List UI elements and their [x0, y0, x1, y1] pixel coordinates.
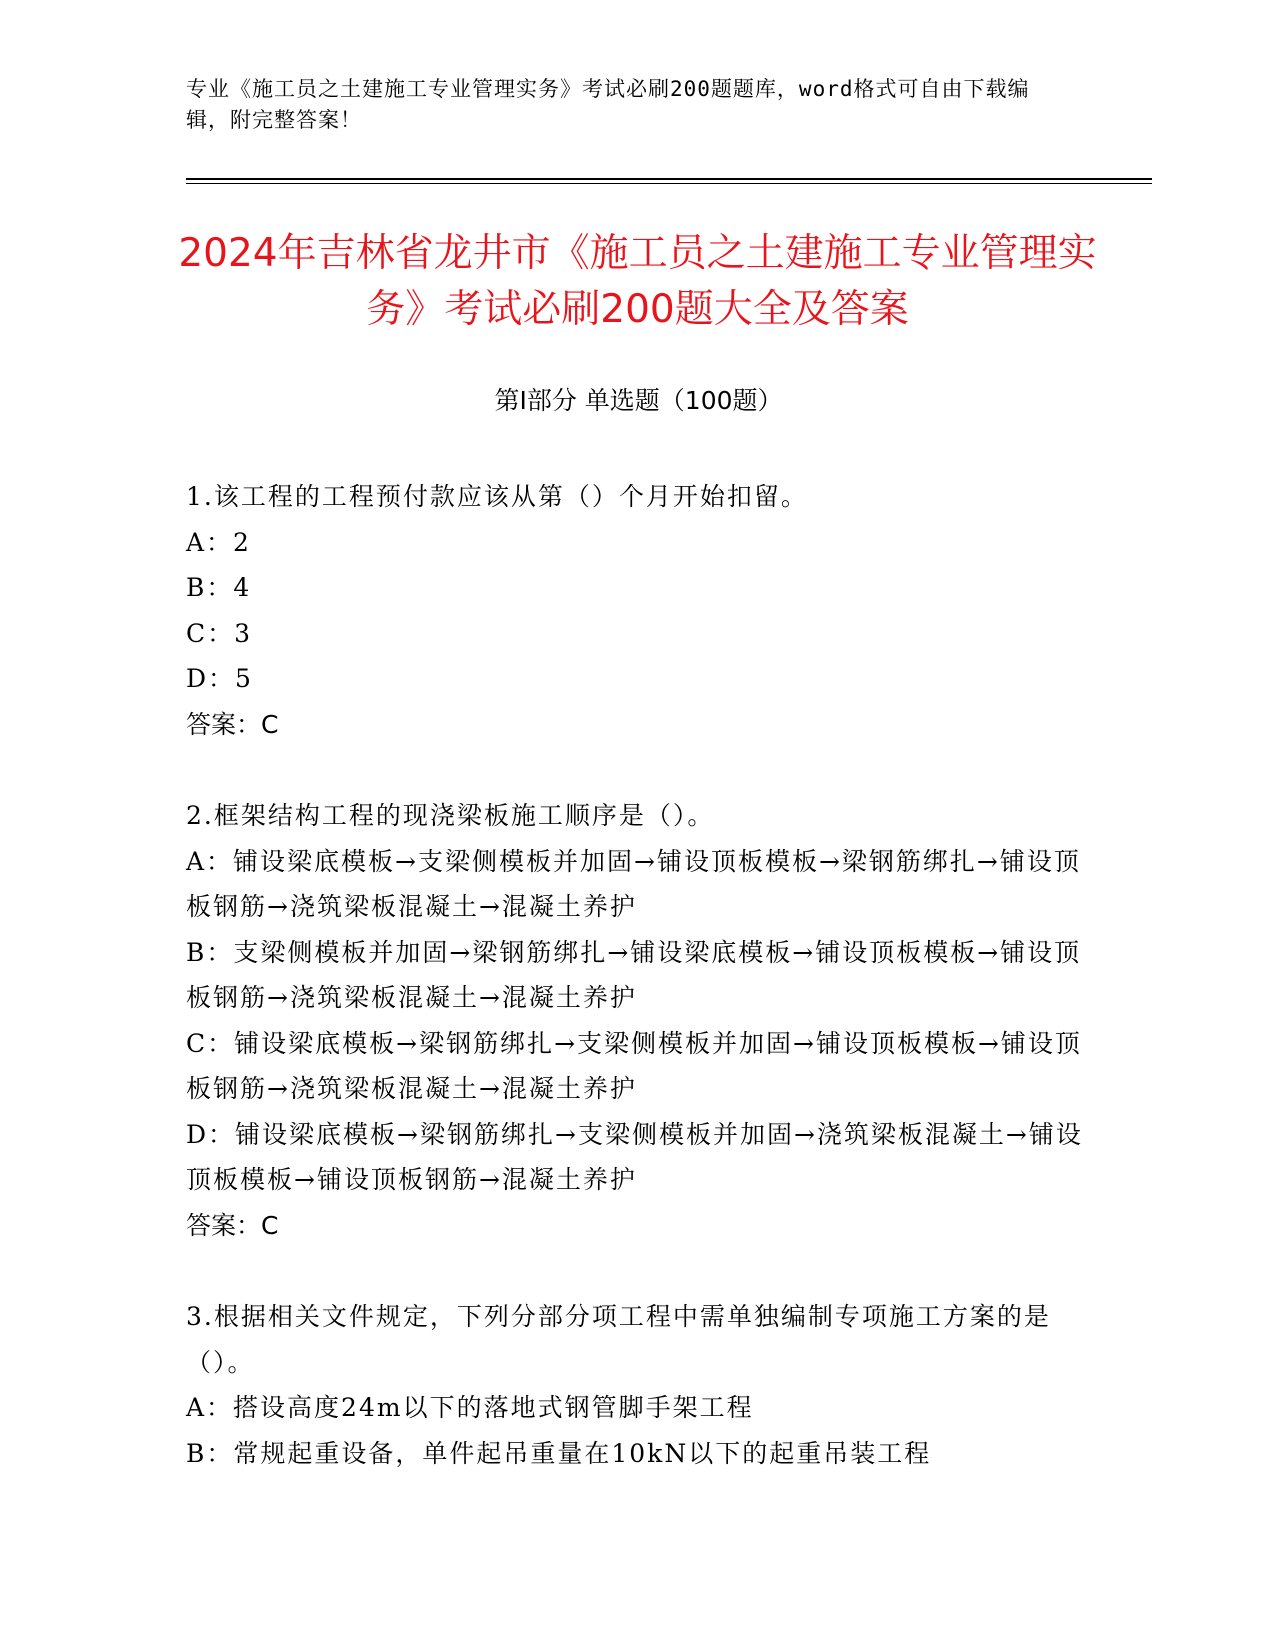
question-list: [186, 474, 1086, 1522]
answer-line: 答案：C: [186, 709, 279, 739]
question-3: [186, 1294, 1086, 1476]
question-2: [186, 793, 1086, 1248]
option-a: A：铺设梁底模板→支梁侧模板并加固→铺设顶板模板→梁钢筋绑扎→铺设顶板钢筋→浇筑梁板混凝土→混凝土养护: [186, 846, 1081, 921]
option-a: A：2: [186, 527, 251, 557]
question-stem: 2.框架结构工程的现浇梁板施工顺序是（）。: [186, 801, 715, 830]
question-stem: 1.该工程的工程预付款应该从第（）个月开始扣留。: [186, 482, 808, 511]
question-1: [186, 474, 1086, 747]
option-c: C：3: [186, 618, 253, 648]
option-b: B：4: [186, 573, 252, 602]
option-c: C：铺设梁底模板→梁钢筋绑扎→支梁侧模板并加固→铺设顶板模板→铺设顶板钢筋→浇筑梁板混凝土→混凝土养护: [186, 1028, 1082, 1103]
header-rule-thin: [186, 183, 1152, 184]
header-note: 专业《施工员之土建施工专业管理实务》考试必刷200题题库，word格式可自由下载编辑，附完整答案！: [186, 77, 1030, 132]
option-d: D：5: [186, 664, 253, 693]
document-title: 2024年吉林省龙井市《施工员之土建施工专业管理实务》考试必刷200题大全及答案: [178, 231, 1097, 332]
option-b: B：常规起重设备，单件起吊重量在10kN以下的起重吊装工程: [186, 1438, 932, 1468]
header-rule-thick: [186, 178, 1152, 180]
option-b: B：支梁侧模板并加固→梁钢筋绑扎→铺设梁底模板→铺设顶板模板→铺设顶板钢筋→浇筑梁板混凝土→混凝土养护: [186, 937, 1082, 1012]
section-title: 第Ⅰ部分 单选题（100题）: [494, 386, 783, 415]
option-a: A：搭设高度24m以下的落地式钢管脚手架工程: [186, 1393, 754, 1422]
question-stem: 3.根据相关文件规定，下列分部分项工程中需单独编制专项施工方案的是（）。: [186, 1302, 1051, 1377]
answer-line: 答案：C: [186, 1210, 279, 1240]
option-d: D：铺设梁底模板→梁钢筋绑扎→支梁侧模板并加固→浇筑梁板混凝土→铺设顶板模板→铺设顶板钢筋→混凝土养护: [186, 1119, 1083, 1194]
